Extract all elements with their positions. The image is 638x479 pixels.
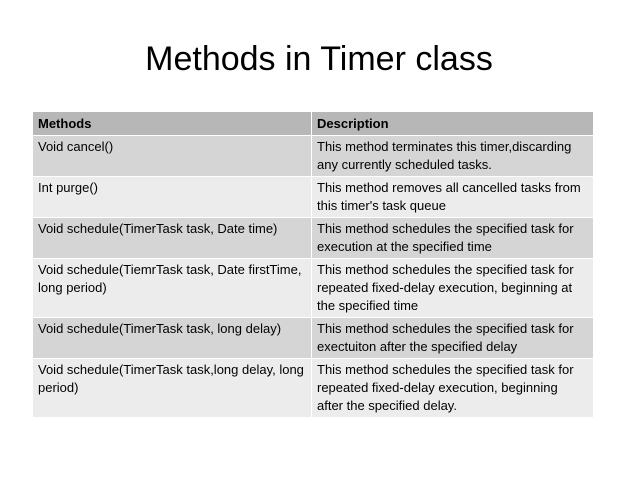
method-cell: Void cancel()	[33, 136, 312, 177]
header-methods: Methods	[33, 112, 312, 136]
method-cell: Void schedule(TimerTask task,long delay, long period)	[33, 359, 312, 418]
table-row	[33, 359, 594, 418]
table-header-row	[33, 112, 594, 136]
description-cell: This method terminates this timer,discarding any currently scheduled tasks.	[312, 136, 594, 177]
method-cell: Int purge()	[33, 177, 312, 218]
table-row	[33, 218, 594, 259]
slide-title: Methods in Timer class	[145, 40, 493, 78]
methods-table	[32, 111, 594, 418]
method-cell: Void schedule(TimerTask task, long delay)	[33, 318, 312, 359]
description-cell: This method removes all cancelled tasks from this timer's task queue	[312, 177, 594, 218]
method-cell: Void schedule(TiemrTask task, Date firstTime, long period)	[33, 259, 312, 318]
description-cell: This method schedules the specified task for execution at the specified time	[312, 218, 594, 259]
table-row	[33, 136, 594, 177]
description-cell: This method schedules the specified task for repeated fixed-delay execution, beginning after the specified delay.	[312, 359, 594, 418]
header-description: Description	[312, 112, 594, 136]
table-row	[33, 318, 594, 359]
description-cell: This method schedules the specified task for exectuiton after the specified delay	[312, 318, 594, 359]
method-cell: Void schedule(TimerTask task, Date time)	[33, 218, 312, 259]
table-row	[33, 177, 594, 218]
table-row	[33, 259, 594, 318]
description-cell: This method schedules the specified task for repeated fixed-delay execution, beginning at the specified time	[312, 259, 594, 318]
